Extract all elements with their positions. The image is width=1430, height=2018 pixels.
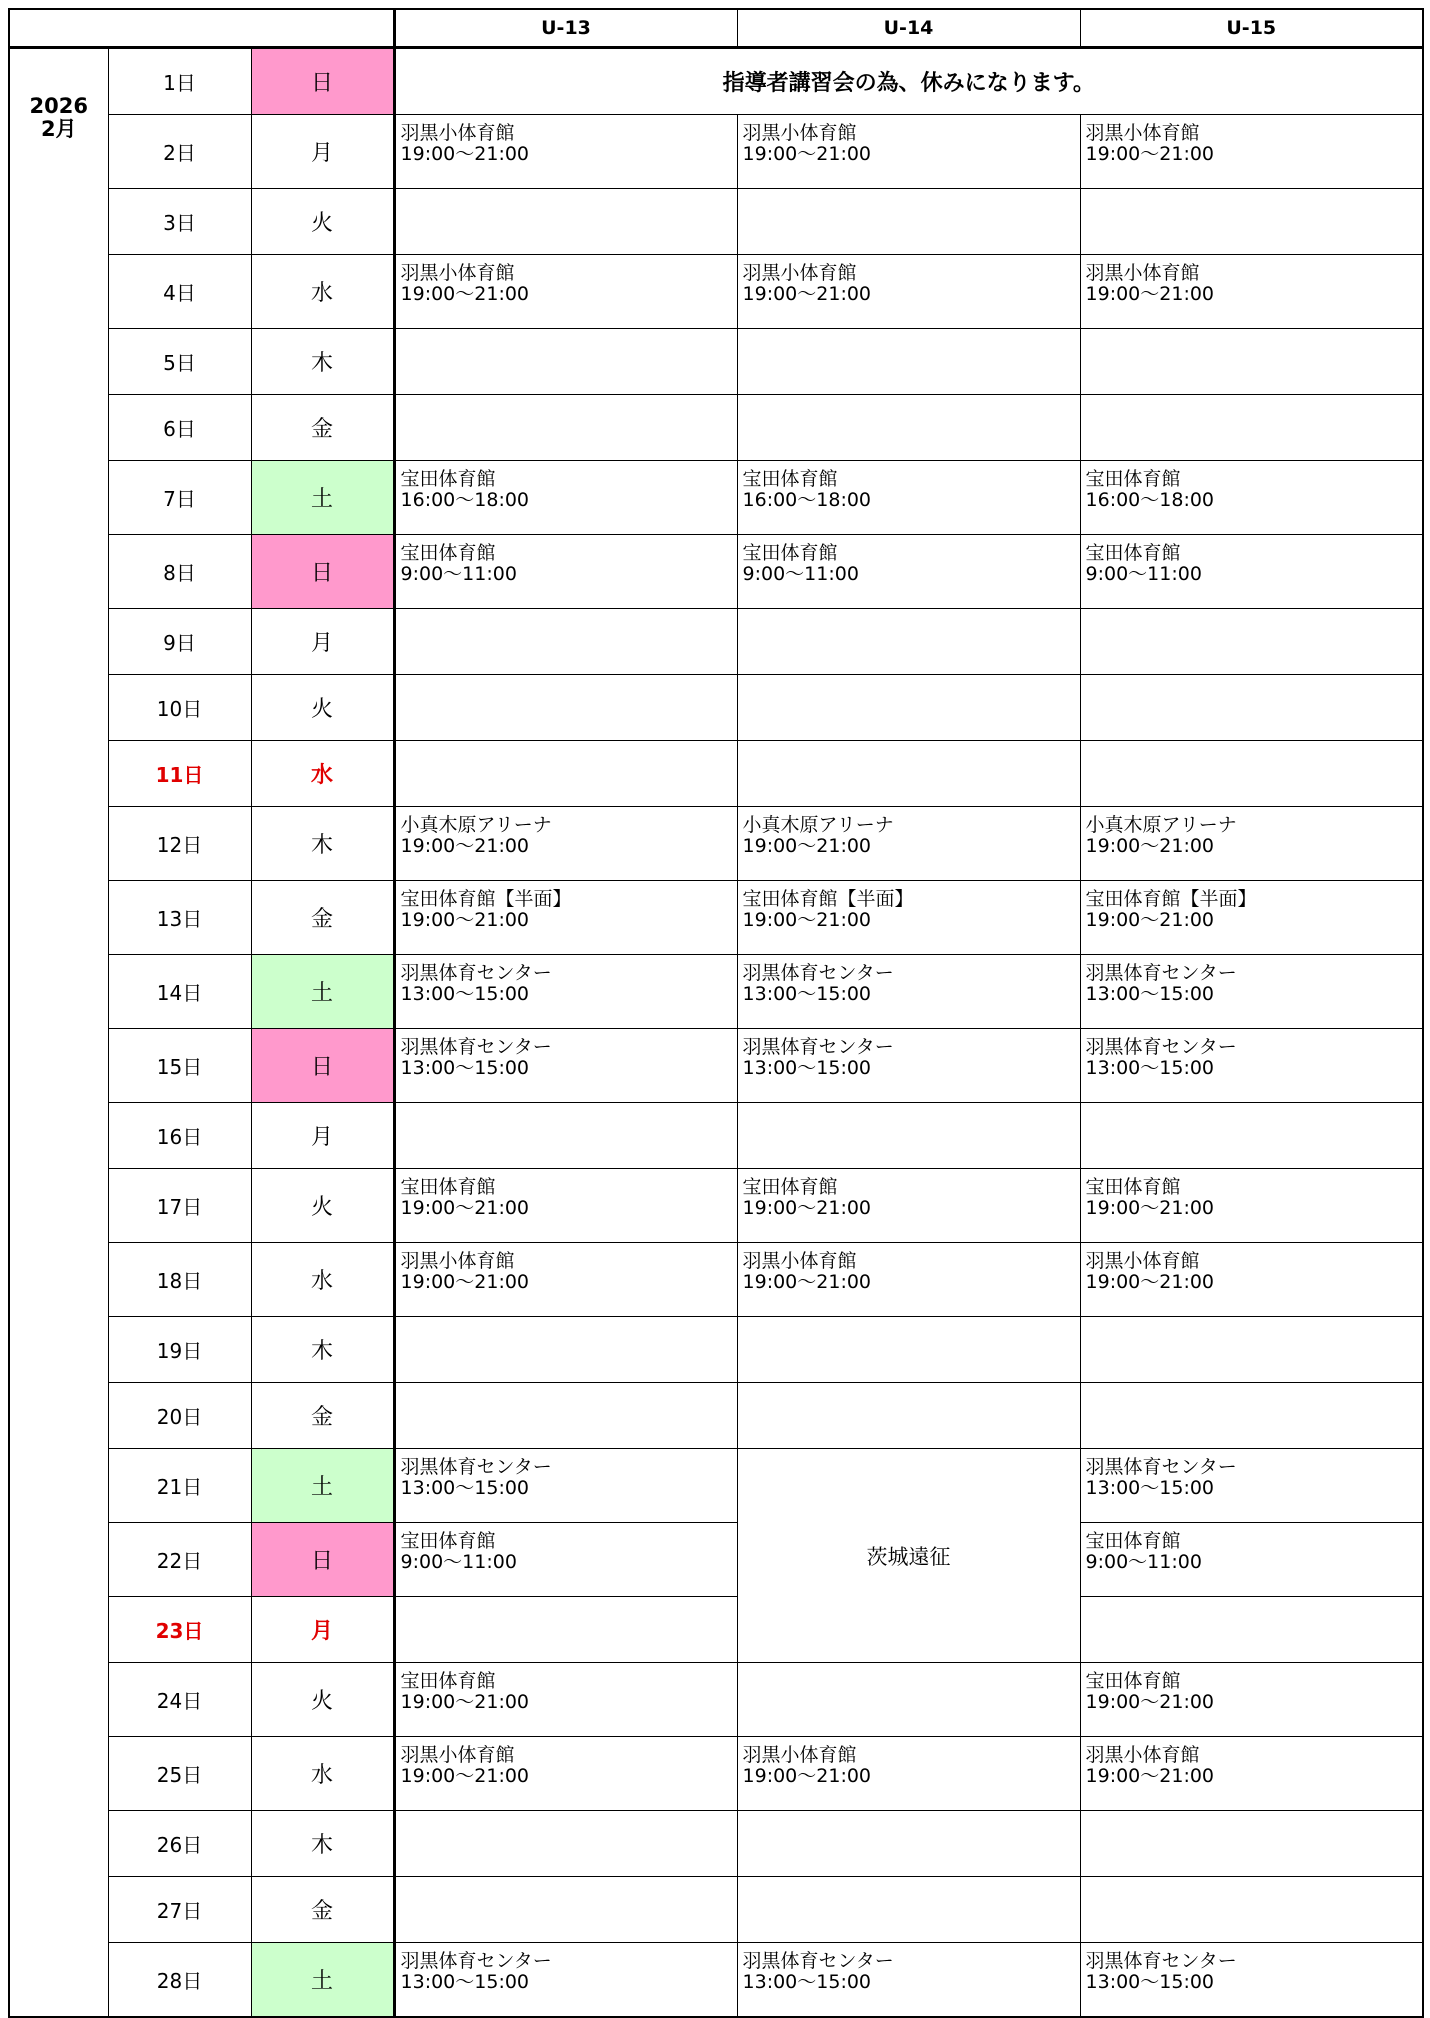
session-venue: 羽黒小体育館 [742, 262, 857, 284]
team-header-u13: U-13 [394, 9, 737, 48]
date-cell: 25日 [108, 1737, 251, 1811]
session-cell-u13 [394, 1943, 737, 2018]
session-time: 19:00～21:00 [1085, 909, 1215, 931]
empty-cell-u13 [394, 1103, 737, 1169]
session-cell-u15 [1080, 1449, 1423, 1523]
session-venue: 羽黒体育センター [400, 962, 552, 984]
away-trip-cell: 茨城遠征 [737, 1449, 1080, 1663]
weekday-cell: 土 [251, 1943, 394, 2018]
session-venue: 宝田体育館【半面】 [1085, 888, 1257, 910]
session-cell-u15 [1080, 461, 1423, 535]
schedule-row [9, 395, 1423, 461]
session-venue: 宝田体育館 [1085, 542, 1181, 564]
schedule-row [9, 461, 1423, 535]
schedule-row [9, 881, 1423, 955]
session-time: 13:00～15:00 [400, 1477, 530, 1499]
session-cell-u14 [737, 461, 1080, 535]
date-cell: 2日 [108, 115, 251, 189]
session-cell-u13 [394, 1663, 737, 1737]
weekday-cell: 日 [251, 48, 394, 115]
session-cell-u13 [394, 535, 737, 609]
weekday-cell: 水 [251, 255, 394, 329]
session-cell-u15 [1080, 881, 1423, 955]
session-venue: 羽黒体育センター [1085, 1036, 1237, 1058]
session-venue: 宝田体育館 [742, 1176, 838, 1198]
session-venue: 宝田体育館 [400, 468, 496, 490]
empty-cell-u13 [394, 329, 737, 395]
session-cell-u14 [737, 1943, 1080, 2018]
empty-cell-u13 [394, 675, 737, 741]
session-cell-u13 [394, 1029, 737, 1103]
schedule-row [9, 955, 1423, 1029]
schedule-row [9, 1737, 1423, 1811]
date-cell: 28日 [108, 1943, 251, 2018]
session-venue: 羽黒体育センター [1085, 1456, 1237, 1478]
empty-cell-u13 [394, 189, 737, 255]
session-venue: 羽黒小体育館 [742, 122, 857, 144]
session-time: 13:00～15:00 [1085, 1971, 1215, 1993]
session-cell-u14 [737, 1243, 1080, 1317]
empty-cell-u15 [1080, 1811, 1423, 1877]
session-venue: 羽黒小体育館 [1085, 1250, 1200, 1272]
session-time: 19:00～21:00 [400, 143, 530, 165]
date-cell: 8日 [108, 535, 251, 609]
session-cell-u13 [394, 1737, 737, 1811]
closure-notice: 指導者講習会の為、休みになります。 [394, 48, 1423, 115]
session-time: 13:00～15:00 [742, 1057, 872, 1079]
session-cell-u13 [394, 1169, 737, 1243]
session-time: 13:00～15:00 [400, 983, 530, 1005]
session-time: 19:00～21:00 [400, 1765, 530, 1787]
year-label: 2026 [29, 94, 88, 118]
date-cell: 21日 [108, 1449, 251, 1523]
session-time: 16:00～18:00 [400, 489, 530, 511]
session-venue: 羽黒小体育館 [1085, 262, 1200, 284]
date-cell: 1日 [108, 48, 251, 115]
session-venue: 羽黒小体育館 [742, 1250, 857, 1272]
schedule-row [9, 741, 1423, 807]
weekday-cell: 金 [251, 1877, 394, 1943]
empty-cell-u14 [737, 395, 1080, 461]
session-time: 13:00～15:00 [400, 1971, 530, 1993]
empty-cell-u14 [737, 609, 1080, 675]
session-time: 19:00～21:00 [742, 1765, 872, 1787]
session-venue: 羽黒小体育館 [742, 1744, 857, 1766]
session-cell-u13 [394, 807, 737, 881]
weekday-cell: 木 [251, 329, 394, 395]
weekday-cell: 金 [251, 881, 394, 955]
session-venue: 宝田体育館 [1085, 1670, 1181, 1692]
session-time: 13:00～15:00 [400, 1057, 530, 1079]
session-time: 13:00～15:00 [1085, 983, 1215, 1005]
session-time: 9:00～11:00 [400, 1551, 517, 1573]
empty-cell-u13 [394, 1877, 737, 1943]
session-cell-u13 [394, 1449, 737, 1523]
header-row [9, 9, 1423, 48]
schedule-row [9, 1243, 1423, 1317]
session-venue: 宝田体育館【半面】 [400, 888, 572, 910]
date-cell: 5日 [108, 329, 251, 395]
date-cell: 12日 [108, 807, 251, 881]
date-cell: 19日 [108, 1317, 251, 1383]
year-month-cell [9, 48, 108, 2018]
empty-cell-u13 [394, 1383, 737, 1449]
empty-cell-u13 [394, 1317, 737, 1383]
schedule-row [9, 1663, 1423, 1737]
date-cell: 7日 [108, 461, 251, 535]
schedule-sheet [8, 8, 1422, 1994]
session-cell-u15 [1080, 1169, 1423, 1243]
session-venue: 宝田体育館 [1085, 468, 1181, 490]
session-time: 19:00～21:00 [1085, 1197, 1215, 1219]
session-time: 9:00～11:00 [742, 563, 859, 585]
weekday-cell: 火 [251, 1169, 394, 1243]
weekday-cell: 水 [251, 1243, 394, 1317]
session-cell-u15 [1080, 1943, 1423, 2018]
schedule-row [9, 1169, 1423, 1243]
session-time: 16:00～18:00 [742, 489, 872, 511]
session-time: 19:00～21:00 [400, 1691, 530, 1713]
empty-cell-u14 [737, 1317, 1080, 1383]
session-time: 19:00～21:00 [742, 283, 872, 305]
session-time: 19:00～21:00 [400, 835, 530, 857]
empty-cell-u14 [737, 1877, 1080, 1943]
empty-cell-u15 [1080, 1383, 1423, 1449]
session-venue: 羽黒体育センター [742, 962, 894, 984]
month-label: 2月 [40, 117, 77, 141]
weekday-cell: 月 [251, 1597, 394, 1663]
empty-cell-u13 [394, 395, 737, 461]
schedule-row [9, 1449, 1423, 1523]
session-venue: 宝田体育館 [400, 542, 496, 564]
schedule-row [9, 1317, 1423, 1383]
date-cell: 27日 [108, 1877, 251, 1943]
empty-cell-u14 [737, 1383, 1080, 1449]
session-venue: 羽黒体育センター [1085, 1950, 1237, 1972]
weekday-cell: 日 [251, 535, 394, 609]
session-venue: 羽黒体育センター [742, 1950, 894, 1972]
date-cell: 22日 [108, 1523, 251, 1597]
session-cell-u13 [394, 1523, 737, 1597]
weekday-cell: 水 [251, 1737, 394, 1811]
empty-cell-u15 [1080, 1103, 1423, 1169]
session-cell-u15 [1080, 955, 1423, 1029]
date-cell: 23日 [108, 1597, 251, 1663]
session-cell-u15 [1080, 535, 1423, 609]
session-time: 9:00～11:00 [1085, 563, 1202, 585]
header-blank-cell [9, 9, 394, 48]
session-cell-u15 [1080, 1029, 1423, 1103]
session-cell-u14 [737, 1737, 1080, 1811]
empty-cell-u13 [394, 741, 737, 807]
empty-cell-u13 [394, 609, 737, 675]
session-cell-u15 [1080, 255, 1423, 329]
session-time: 9:00～11:00 [1085, 1551, 1202, 1573]
session-cell-u14 [737, 807, 1080, 881]
session-time: 13:00～15:00 [742, 1971, 872, 1993]
date-cell: 18日 [108, 1243, 251, 1317]
date-cell: 6日 [108, 395, 251, 461]
session-cell-u14 [737, 1169, 1080, 1243]
session-venue: 羽黒小体育館 [1085, 1744, 1200, 1766]
session-cell-u13 [394, 881, 737, 955]
session-time: 19:00～21:00 [1085, 1271, 1215, 1293]
session-cell-u15 [1080, 1523, 1423, 1597]
session-venue: 羽黒小体育館 [400, 122, 515, 144]
session-cell-u14 [737, 535, 1080, 609]
session-venue: 宝田体育館 [742, 542, 838, 564]
empty-cell-u15 [1080, 395, 1423, 461]
date-cell: 16日 [108, 1103, 251, 1169]
schedule-row [9, 1383, 1423, 1449]
session-cell-u15 [1080, 1243, 1423, 1317]
session-time: 16:00～18:00 [1085, 489, 1215, 511]
empty-cell-u15 [1080, 675, 1423, 741]
session-venue: 羽黒体育センター [400, 1036, 552, 1058]
empty-cell-u14 [737, 741, 1080, 807]
team-header-u14: U-14 [737, 9, 1080, 48]
session-time: 19:00～21:00 [742, 835, 872, 857]
session-time: 19:00～21:00 [400, 909, 530, 931]
empty-cell-u14 [737, 1103, 1080, 1169]
date-cell: 15日 [108, 1029, 251, 1103]
weekday-cell: 木 [251, 1811, 394, 1877]
weekday-cell: 月 [251, 115, 394, 189]
session-venue: 羽黒体育センター [1085, 962, 1237, 984]
weekday-cell: 水 [251, 741, 394, 807]
session-cell-u13 [394, 461, 737, 535]
empty-cell-u14 [737, 1811, 1080, 1877]
session-cell-u15 [1080, 1737, 1423, 1811]
schedule-row [9, 675, 1423, 741]
schedule-row [9, 48, 1423, 115]
empty-cell-u14 [737, 675, 1080, 741]
empty-cell-u15 [1080, 329, 1423, 395]
empty-cell-u15 [1080, 1877, 1423, 1943]
session-time: 19:00～21:00 [1085, 143, 1215, 165]
date-cell: 11日 [108, 741, 251, 807]
weekday-cell: 金 [251, 1383, 394, 1449]
session-venue: 宝田体育館 [1085, 1176, 1181, 1198]
session-venue: 宝田体育館 [742, 468, 838, 490]
schedule-row [9, 255, 1423, 329]
schedule-row [9, 609, 1423, 675]
session-venue: 宝田体育館【半面】 [742, 888, 914, 910]
session-cell-u13 [394, 955, 737, 1029]
session-time: 19:00～21:00 [742, 909, 872, 931]
weekday-cell: 月 [251, 1103, 394, 1169]
session-time: 13:00～15:00 [742, 983, 872, 1005]
session-venue: 宝田体育館 [400, 1176, 496, 1198]
session-cell-u15 [1080, 807, 1423, 881]
date-cell: 24日 [108, 1663, 251, 1737]
session-venue: 小真木原アリーナ [1085, 814, 1237, 836]
session-venue: 宝田体育館 [400, 1670, 496, 1692]
session-cell-u13 [394, 255, 737, 329]
schedule-row [9, 1029, 1423, 1103]
session-cell-u15 [1080, 115, 1423, 189]
session-venue: 羽黒小体育館 [400, 262, 515, 284]
session-venue: 羽黒小体育館 [400, 1250, 515, 1272]
session-time: 13:00～15:00 [1085, 1477, 1215, 1499]
session-time: 19:00～21:00 [400, 1271, 530, 1293]
session-cell-u13 [394, 1243, 737, 1317]
session-time: 19:00～21:00 [742, 143, 872, 165]
session-venue: 小真木原アリーナ [400, 814, 552, 836]
empty-cell-u14 [737, 1663, 1080, 1737]
schedule-body [9, 9, 1423, 2017]
session-venue: 宝田体育館 [400, 1530, 496, 1552]
empty-cell-u15 [1080, 189, 1423, 255]
schedule-row [9, 115, 1423, 189]
session-cell-u14 [737, 1029, 1080, 1103]
date-cell: 9日 [108, 609, 251, 675]
date-cell: 26日 [108, 1811, 251, 1877]
weekday-cell: 月 [251, 609, 394, 675]
empty-cell-u15 [1080, 609, 1423, 675]
date-cell: 17日 [108, 1169, 251, 1243]
session-time: 19:00～21:00 [400, 1197, 530, 1219]
weekday-cell: 日 [251, 1523, 394, 1597]
session-time: 19:00～21:00 [742, 1197, 872, 1219]
schedule-row [9, 807, 1423, 881]
date-cell: 14日 [108, 955, 251, 1029]
session-cell-u14 [737, 115, 1080, 189]
empty-cell-u15 [1080, 1317, 1423, 1383]
team-header-u15: U-15 [1080, 9, 1423, 48]
schedule-row [9, 1523, 1423, 1597]
session-cell-u15 [1080, 1663, 1423, 1737]
date-cell: 20日 [108, 1383, 251, 1449]
weekday-cell: 火 [251, 1663, 394, 1737]
weekday-cell: 火 [251, 675, 394, 741]
session-venue: 羽黒体育センター [400, 1456, 552, 1478]
empty-cell-u15 [1080, 1597, 1423, 1663]
date-cell: 3日 [108, 189, 251, 255]
weekday-cell: 日 [251, 1029, 394, 1103]
session-time: 19:00～21:00 [1085, 1765, 1215, 1787]
schedule-row [9, 1943, 1423, 2018]
schedule-row [9, 329, 1423, 395]
schedule-row [9, 535, 1423, 609]
session-cell-u14 [737, 955, 1080, 1029]
session-venue: 羽黒体育センター [742, 1036, 894, 1058]
session-cell-u14 [737, 881, 1080, 955]
session-venue: 小真木原アリーナ [742, 814, 894, 836]
empty-cell-u14 [737, 189, 1080, 255]
session-time: 19:00～21:00 [400, 283, 530, 305]
session-venue: 羽黒小体育館 [1085, 122, 1200, 144]
session-time: 19:00～21:00 [1085, 835, 1215, 857]
weekday-cell: 土 [251, 461, 394, 535]
weekday-cell: 土 [251, 1449, 394, 1523]
session-time: 19:00～21:00 [1085, 283, 1215, 305]
schedule-row [9, 1877, 1423, 1943]
schedule-table [8, 8, 1424, 2018]
session-time: 19:00～21:00 [742, 1271, 872, 1293]
schedule-row [9, 1597, 1423, 1663]
date-cell: 4日 [108, 255, 251, 329]
empty-cell-u14 [737, 329, 1080, 395]
session-cell-u14 [737, 255, 1080, 329]
weekday-cell: 土 [251, 955, 394, 1029]
session-time: 13:00～15:00 [1085, 1057, 1215, 1079]
date-cell: 10日 [108, 675, 251, 741]
session-cell-u13 [394, 115, 737, 189]
session-venue: 羽黒体育センター [400, 1950, 552, 1972]
schedule-row [9, 1103, 1423, 1169]
weekday-cell: 金 [251, 395, 394, 461]
weekday-cell: 火 [251, 189, 394, 255]
empty-cell-u15 [1080, 741, 1423, 807]
empty-cell-u13 [394, 1597, 737, 1663]
schedule-row [9, 189, 1423, 255]
weekday-cell: 木 [251, 1317, 394, 1383]
session-time: 19:00～21:00 [1085, 1691, 1215, 1713]
session-venue: 宝田体育館 [1085, 1530, 1181, 1552]
weekday-cell: 木 [251, 807, 394, 881]
date-cell: 13日 [108, 881, 251, 955]
empty-cell-u13 [394, 1811, 737, 1877]
session-time: 9:00～11:00 [400, 563, 517, 585]
schedule-row [9, 1811, 1423, 1877]
session-venue: 羽黒小体育館 [400, 1744, 515, 1766]
